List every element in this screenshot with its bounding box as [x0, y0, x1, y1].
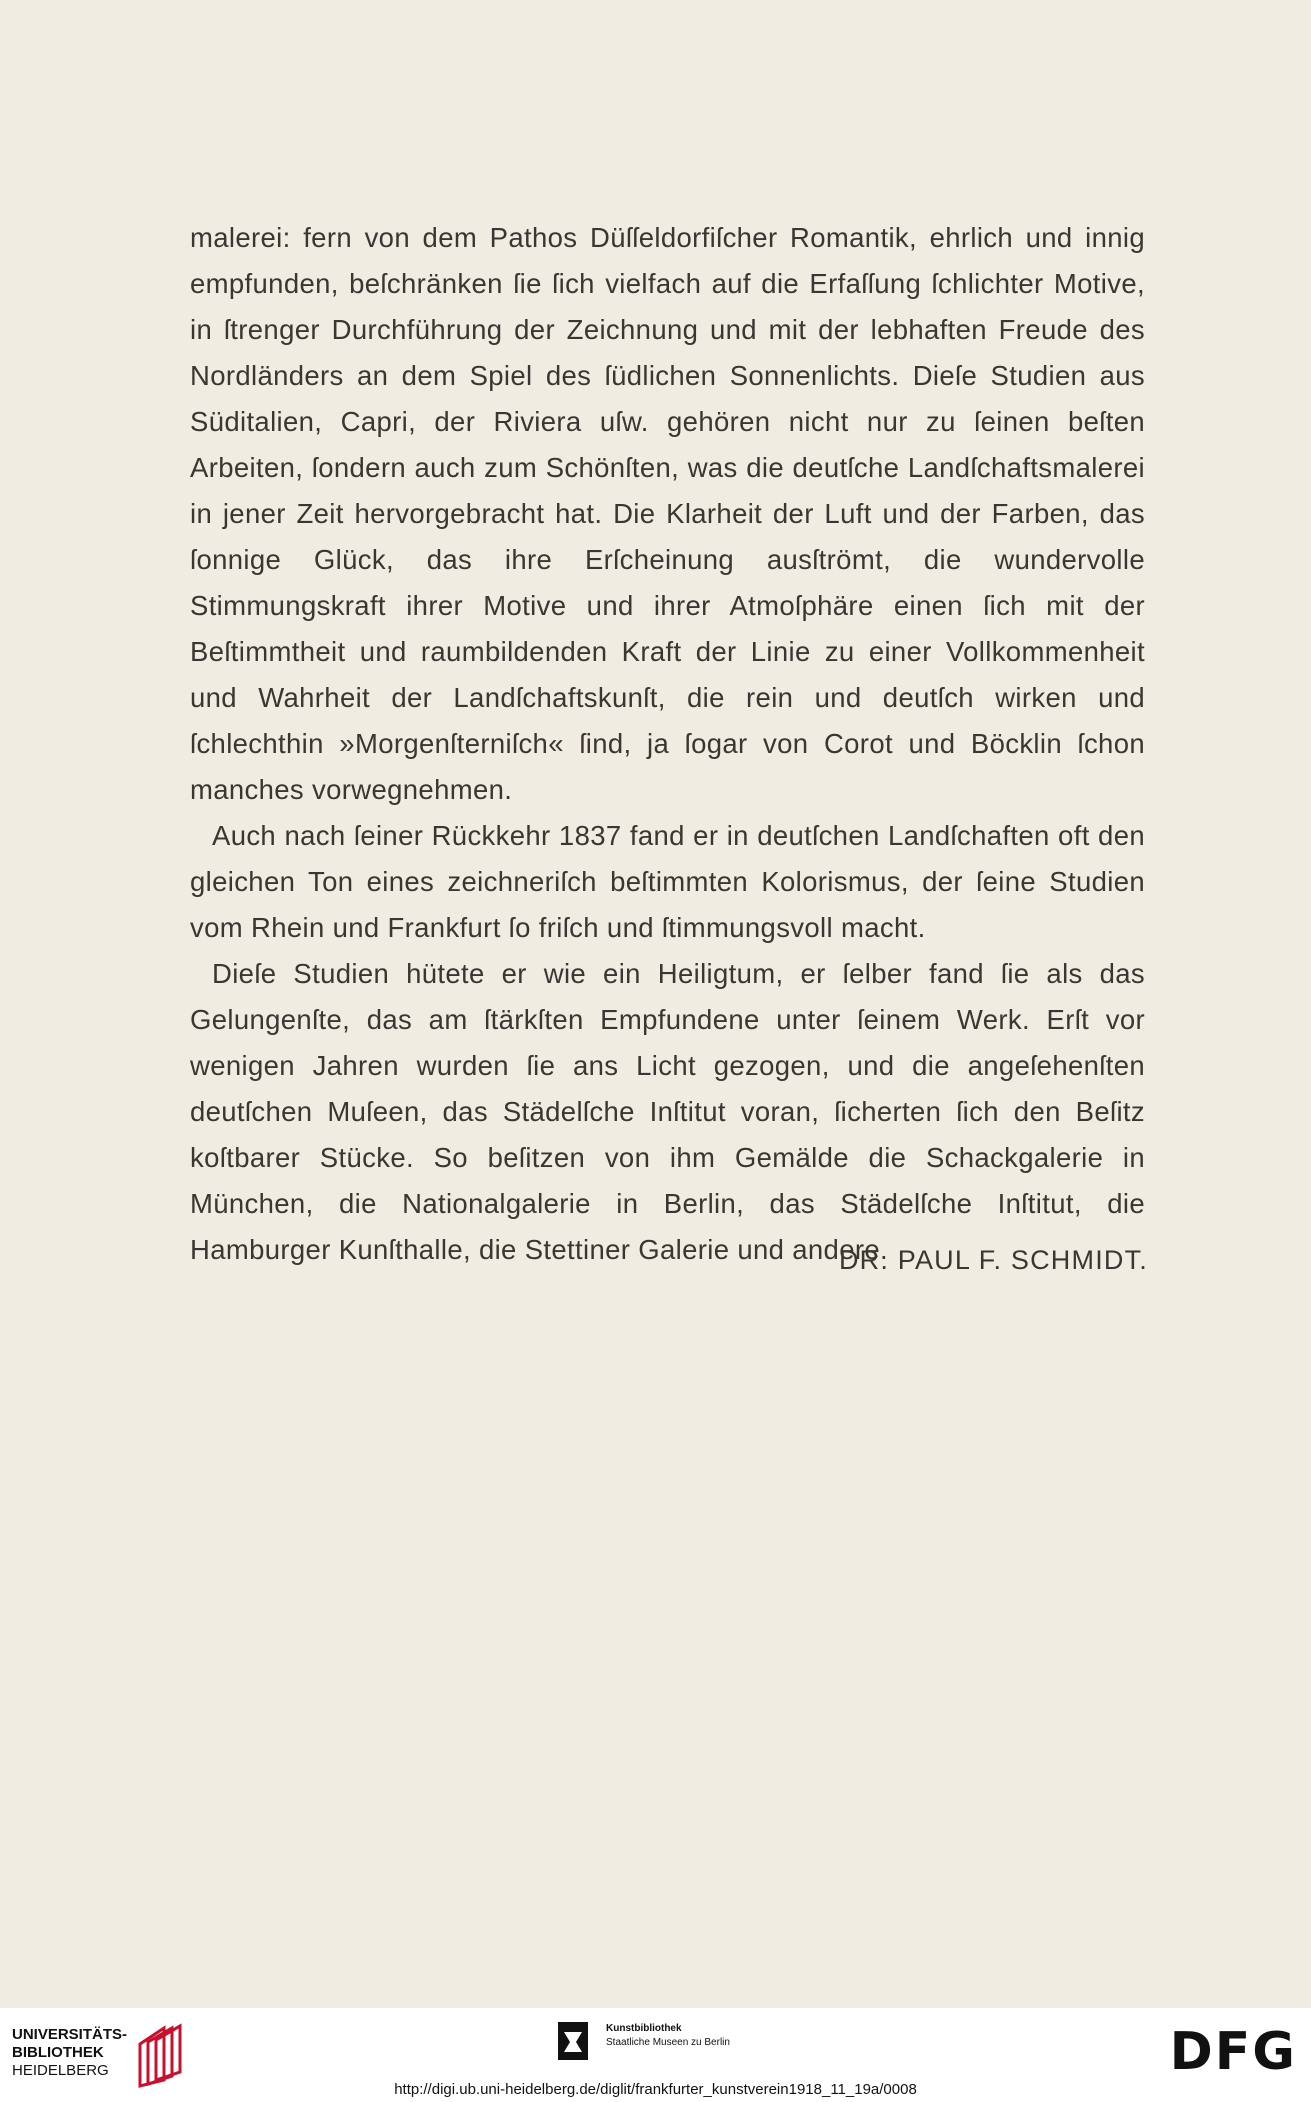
- author-signature: DR. PAUL F. SCHMIDT.: [838, 1245, 1148, 1275]
- paragraph-1: malerei: fern von dem Pathos Düſſeldorfiſcher Romantik, ehrlich und innig empfunden, beſchränken ſie ſich vielfach auf die Erfaſſung ſchlichter Motive, in ſtrenger Durchführung der Zeichnung und mit der lebhaften Freude des Nordländers an dem Spiel des ſüdlichen Sonnenlichts. Dieſe Studien aus Süditalien, Capri, der Riviera uſw. gehören nicht nur zu ſeinen beſten Arbeiten, ſondern auch zum Schönſten, was die deutſche Landſchaftsmalerei in jener Zeit hervorgebracht hat. Die Klarheit der Luft und der Farben, das ſonnige Glück, das ihre Erſcheinung ausſtrömt, die wundervolle Stimmungskraft ihrer Motive und ihrer Atmoſphäre einen ſich mit der Beſtimmtheit und raumbildenden Kraft der Linie zu einer Vollkommenheit und Wahrheit der Landſchaftskunſt, die rein und deutſch wirken und ſchlechthin »Morgenſterniſch« ſind, ja ſogar von Corot und Böcklin ſchon manches vorwegnehmen.: [190, 222, 1145, 805]
- source-url[interactable]: http://digi.ub.uni-heidelberg.de/diglit/frankfurter_kunstverein1918_11_19a/0008: [394, 2081, 917, 2098]
- kb-line-2: Staatliche Museen zu Berlin: [606, 2037, 730, 2048]
- paragraph-2: Auch nach ſeiner Rückkehr 1837 fand er in deutſchen Landſchaften oft den gleichen Ton eines zeichneriſch beſtimmten Kolorismus, der ſeine Studien vom Rhein und Frankfurt ſo friſch und ſtimmungsvoll macht.: [190, 820, 1145, 943]
- article-text: [190, 215, 1145, 1273]
- kb-line-1: Kunstbibliothek: [606, 2023, 682, 2034]
- dfg-logo[interactable]: DFG: [1169, 2022, 1297, 2082]
- ub-line-3: HEIDELBERG: [12, 2062, 109, 2079]
- footer-bar: [0, 2008, 1311, 2102]
- ub-line-1: UNIVERSITÄTS-: [12, 2026, 128, 2043]
- ub-line-2: BIBLIOTHEK: [12, 2044, 104, 2061]
- kunstbibliothek-eagle-icon: [558, 2022, 588, 2060]
- ub-red-book-icon: [134, 2020, 192, 2090]
- ub-heidelberg-logo[interactable]: [12, 2020, 212, 2090]
- paragraph-3: Dieſe Studien hütete er wie ein Heiligtum, er ſelber fand ſie als das Gelungenſte, das am ſtärkſten Empfundene unter ſeinem Werk. Erſt vor wenigen Jahren wurden ſie ans Licht gezogen, und die angeſehenſten deutſchen Muſeen, das Städelſche Inſtitut voran, ſicherten ſich den Beſitz koſtbarer Stücke. So beſitzen von ihm Gemälde die Schackgalerie in München, die Nationalgalerie in Berlin, das Städelſche Inſtitut, die Hamburger Kunſthalle, die Stettiner Galerie und andere.: [190, 958, 1145, 1265]
